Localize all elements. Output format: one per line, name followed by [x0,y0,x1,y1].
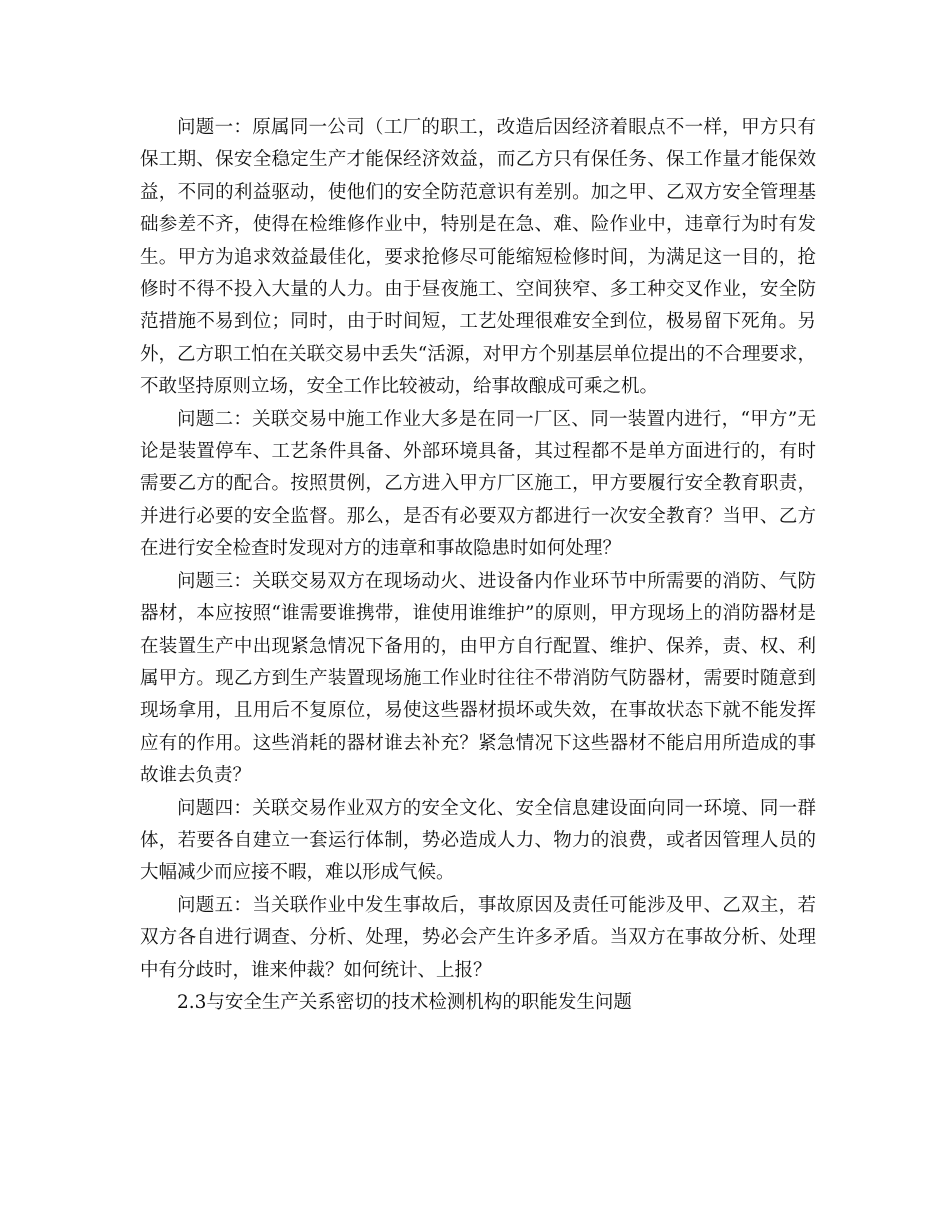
paragraph-problem-2: 问题二：关联交易中施工作业大多是在同一厂区、同一装置内进行，“甲方”无论是装置停车、工艺条件具备、外部环境具备，其过程都不是单方面进行的，有时需要乙方的配合。按照贯例，乙方进入甲方厂区施工，甲方要履行安全教育职责，并进行必要的安全监督。那么，是否有必要双方都进行一次安全教育？当甲、乙方在进行安全检查时发现对方的违章和事故隐患时如何处理？ [140,408,816,560]
paragraph-problem-5: 问题五：当关联作业中发生事故后，事故原因及责任可能涉及甲、乙双主，若双方各自进行调查、分析、处理，势必会产生许多矛盾。当双方在事故分析、处理中有分歧时，谁来仲裁？如何统计、上报？ [140,894,816,981]
paragraph-problem-1: 问题一：原属同一公司（工厂的职工，改造后因经济着眼点不一样，甲方只有保工期、保安全稳定生产才能保经济效益，而乙方只有保任务、保工作量才能保效益，不同的利益驱动，使他们的安全防范意识有差别。加之甲、乙双方安全管理基础参差不齐，使得在检维修作业中，特别是在急、难、险作业中，违章行为时有发生。甲方为追求效益最佳化，要求抢修尽可能缩短检修时间，为满足这一目的，抢修时不得不投入大量的人力。由于昼夜施工、空间狭窄、多工种交叉作业，安全防范措施不易到位；同时，由于时间短，工艺处理很难安全到位，极易留下死角。另外，乙方职工怕在关联交易中丢失“活源，对甲方个别基层单位提出的不合理要求，不敢坚持原则立场，安全工作比较被动，给事故酿成可乘之机。 [140,117,816,398]
paragraph-problem-4: 问题四：关联交易作业双方的安全文化、安全信息建设面向同一环境、同一群体，若要各自建立一套运行体制，势必造成人力、物力的浪费，或者因管理人员的大幅减少而应接不暇，难以形成气候。 [140,797,816,884]
paragraph-problem-3: 问题三：关联交易双方在现场动火、进设备内作业环节中所需要的消防、气防器材，本应按照“谁需要谁携带，谁使用谁维护”的原则，甲方现场上的消防器材是在装置生产中出现紧急情况下备用的，由甲方自行配置、维护、保养，责、权、利属甲方。现乙方到生产装置现场施工作业时往往不带消防气防器材，需要时随意到现场拿用，且用后不复原位，易使这些器材损坏或失效，在事故状态下就不能发挥应有的作用。这些消耗的器材谁去补充？紧急情况下这些器材不能启用所造成的事故谁去负责？ [140,570,816,787]
document-body [140,112,816,1019]
section-heading: 2.3与安全生产关系密切的技术检测机构的职能发生问题 [177,991,632,1013]
